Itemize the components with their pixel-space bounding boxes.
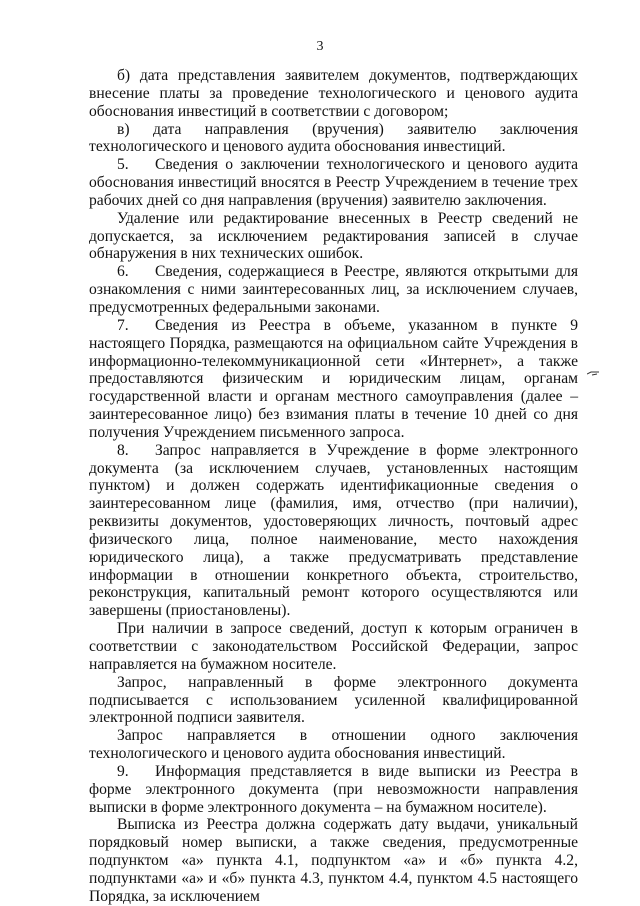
- paragraph-signature: [89, 674, 578, 728]
- paragraph-text: Запрос направляется в отношении одного заключения технологического и ценового аудита обоснования инвестиций.: [89, 727, 578, 763]
- paragraph-text: Удаление или редактирование внесенных в Реестр сведений не допускается, за исключением редактирования записей в случае обнаружения в них технических ошибок.: [89, 209, 578, 263]
- paragraph-text: Сведения, содержащиеся в Реестре, являются открытыми для ознакомления с ними заинтересованных лиц, за исключением случаев, предусмотренных федеральными законами.: [89, 263, 578, 316]
- paragraph-sub-v: [89, 121, 578, 157]
- page-number: 3: [316, 39, 324, 54]
- paragraph-deletion: [89, 210, 578, 264]
- paragraph-single-conclusion: [89, 727, 578, 763]
- item-number: 8.: [117, 441, 129, 459]
- item-number: 7.: [117, 316, 129, 334]
- paragraph-text: Запрос направляется в Учреждение в форме электронного документа (за исключением случаев, установленных настоящим пунктом) и должен содержать идентификационные сведения о заинтересованном лице (фамилия, имя, отчество (при наличии), реквизиты документов, удостоверяющих личность, почтовый адрес физического лица, полное наименование, место нахождения юридического лица), а также предусматривать представление информации в отношении конкретного объекта, строительство, реконструкция, капитальный ремонт которого осуществляются или завершены (приостановлены).: [89, 441, 578, 620]
- paragraph-text: б) дата представления заявителем документов, подтверждающих внесение платы за проведение технологического и ценового аудита обоснования инвестиций в соответствии с договором;: [89, 67, 578, 120]
- paragraph-text: При наличии в запросе сведений, доступ к которым ограничен в соответствии с законодательством Российской Федерации, запрос направляется на бумажном носителе.: [89, 620, 578, 673]
- paragraph-text: Запрос, направленный в форме электронного документа подписывается с использованием усиленной квалифицированной электронной подписи заявителя.: [89, 673, 578, 727]
- paragraph-item-7: [89, 317, 578, 442]
- paragraph-restricted-request: [89, 620, 578, 674]
- paragraph-item-5: [89, 156, 578, 210]
- paragraph-text: в) дата направления (вручения) заявителю заключения технологического и ценового аудита обоснования инвестиций.: [89, 120, 578, 156]
- paragraph-item-6: [89, 263, 578, 317]
- item-number: 6.: [117, 263, 129, 281]
- margin-mark: [587, 368, 599, 377]
- document-body: [89, 67, 578, 906]
- paragraph-extract-contents: [89, 816, 578, 905]
- paragraph-text: Сведения из Реестра в объеме, указанном в пункте 9 настоящего Порядка, размещаются на официальном сайте Учреждения в информационно-телекоммуникационной сети «Интернет», а также предоставляются физическим и юридическим лицам, органам государственной власти и органам местного самоуправления (далее – заинтересованное лицо) без взимания платы в течение 10 дней со дня получения Учреждением письменного запроса.: [89, 316, 578, 441]
- item-number: 9.: [117, 762, 129, 780]
- paragraph-text: Сведения о заключении технологического и ценового аудита обоснования инвестиций вносятся в Реестр Учреждением в течение трех рабочих дней со дня направления (вручения) заявителю заключения.: [89, 156, 578, 209]
- paragraph-item-9: [89, 763, 578, 817]
- paragraph-sub-b: [89, 67, 578, 121]
- paragraph-item-8: [89, 442, 578, 620]
- item-number: 5.: [117, 156, 129, 174]
- paragraph-text: Выписка из Реестра должна содержать дату выдачи, уникальный порядковый номер выписки, а также сведения, предусмотренные подпунктом «а» пункта 4.1, подпунктом «а» и «б» пункта 4.2, подпунктами «а» и «б» пункта 4.3, пунктом 4.4, пунктом 4.5 настоящего Порядка, за исключением: [89, 816, 578, 905]
- paragraph-text: Информация представляется в виде выписки из Реестра в форме электронного документа (при невозможности направления выписки в форме электронного документа – на бумажном носителе).: [89, 762, 578, 816]
